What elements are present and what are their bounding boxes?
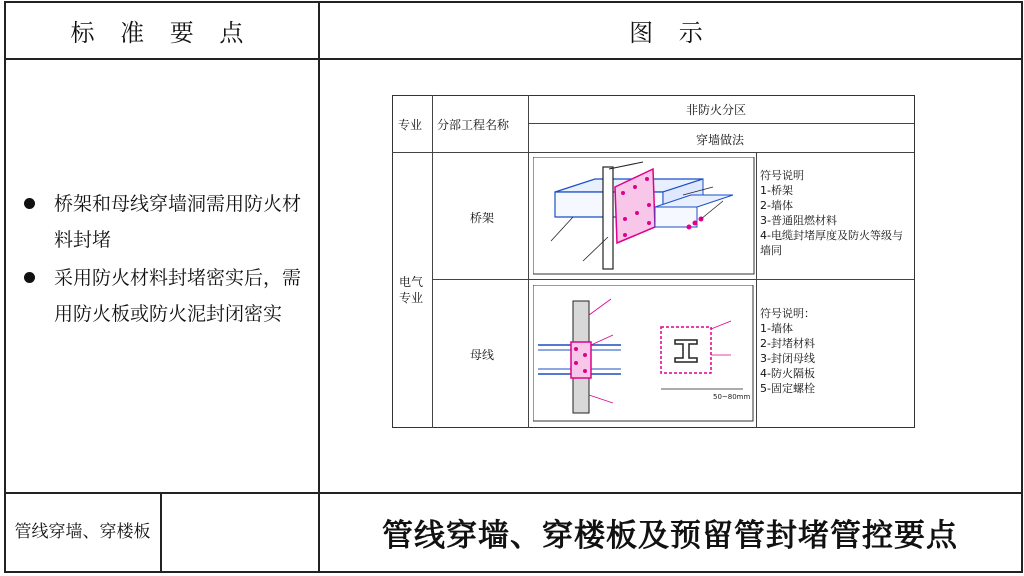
legend-item: 2-封堵材料	[760, 337, 815, 350]
legend-item: 2-墙体	[760, 199, 793, 212]
category-label: 管线穿墙、穿楼板	[14, 522, 151, 542]
legend-item: 4-防火隔板	[760, 367, 815, 380]
table-border-left	[4, 1, 6, 573]
figure-line	[756, 152, 757, 428]
figure-col-zone: 非防火分区	[686, 103, 747, 117]
standard-point-text: 桥架和母线穿墙洞需用防火材料封堵	[54, 193, 302, 251]
bottom-title: 管线穿墙、穿楼板及预留管封堵管控要点	[382, 517, 958, 554]
figure-line	[528, 95, 529, 428]
legend-item: 3-普通阻燃材料	[760, 214, 837, 227]
figure-col-subwork: 分部工程名称	[437, 118, 510, 132]
figure-major-value: 电气专业	[399, 275, 424, 305]
table-border-header-bottom	[4, 58, 1022, 60]
figure-line	[529, 123, 914, 124]
bullet-dot-icon	[24, 198, 35, 209]
cable-tray-legend	[760, 168, 910, 258]
legend-item: 1-墙体	[760, 322, 793, 335]
standard-points-list	[20, 186, 305, 334]
busway-drawing	[533, 285, 755, 423]
table-category-divider	[160, 492, 162, 572]
figure-line	[392, 152, 914, 153]
figure-col-major: 专业	[398, 118, 423, 132]
seal-block	[571, 342, 591, 378]
dimension-label: 50~80mm	[713, 393, 751, 401]
standard-point-text: 采用防火材料封堵密实后，需用防火板或防火泥封闭密实	[54, 267, 302, 325]
table-border-right	[1021, 1, 1023, 573]
busway-legend	[760, 306, 910, 396]
standard-point-item	[20, 260, 305, 332]
figure-row-name: 桥架	[470, 211, 495, 225]
bullet-dot-icon	[24, 272, 35, 283]
legend-item: 3-封闭母线	[760, 352, 815, 365]
legend-title: 符号说明：	[760, 307, 815, 320]
cable-tray-drawing	[533, 157, 755, 275]
figure-row-name: 母线	[470, 348, 495, 362]
legend-item: 5-固定螺栓	[760, 382, 815, 395]
wall	[603, 167, 613, 269]
figure-col-method: 穿墙做法	[696, 133, 745, 147]
legend-title: 符号说明	[760, 169, 804, 182]
standard-point-item	[20, 186, 305, 258]
table-column-divider	[318, 1, 320, 573]
left-column-header: 标 准 要 点	[70, 18, 253, 47]
figure-line	[432, 95, 433, 428]
right-column-header: 图 示	[629, 18, 712, 47]
legend-item: 4-电缆封堵厚度及防火等级与墙同	[760, 229, 903, 257]
legend-item: 1-桥架	[760, 184, 793, 197]
table-border-bottom	[4, 571, 1022, 573]
method-figure	[392, 95, 915, 428]
figure-line	[433, 279, 914, 280]
